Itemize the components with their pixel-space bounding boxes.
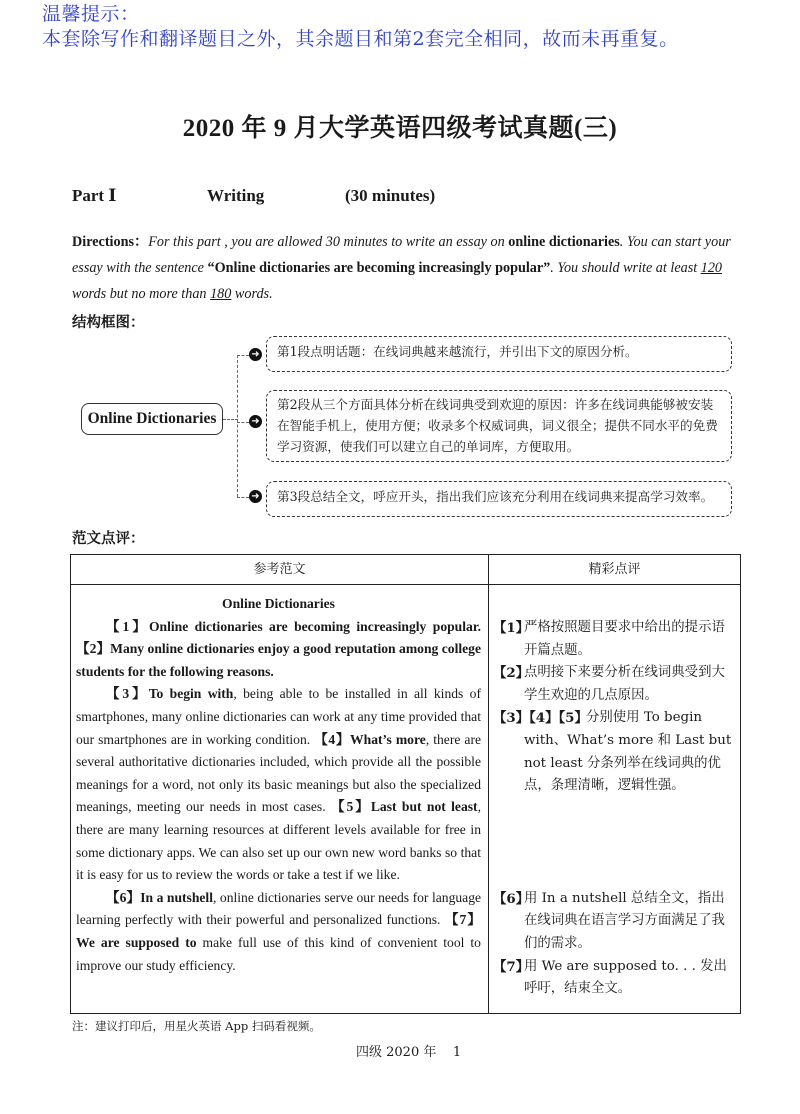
- mind-map-branch-1: 第1段点明话题：在线词典越来越流行，并引出下文的原因分析。: [266, 336, 732, 372]
- footnote: 注：建议打印后，用星火英语 App 扫码看视频。: [72, 1019, 321, 1033]
- essay-paragraph-2: [76, 683, 481, 886]
- part-time: (30 minutes): [345, 186, 436, 205]
- essay-text: make full use of this kind of convenient tool to improve our study efficiency.: [76, 934, 481, 973]
- table-header: [71, 555, 740, 585]
- connector-line: [237, 355, 249, 356]
- review-table: [70, 554, 741, 1014]
- arrow-right-icon: ➜: [249, 415, 262, 428]
- notice: [42, 2, 679, 52]
- directions-sentence: “Online dictionaries are becoming increasingly popular”: [207, 260, 551, 276]
- header-essay: 参考范文: [253, 562, 306, 577]
- footer-label: 四级 2020 年: [356, 1045, 437, 1060]
- essay-text: , online dictionaries serve our needs for language learning perfectly with their powerful and personalized functions.: [76, 889, 482, 928]
- connector-line: [237, 422, 249, 423]
- mind-map-root: Online Dictionaries: [81, 403, 223, 435]
- column-divider: [488, 555, 489, 1013]
- marker-7: 【7】: [444, 912, 481, 928]
- marker-3: 【3】: [105, 686, 149, 702]
- page-footer: [356, 1041, 461, 1060]
- connector-line: [237, 355, 238, 497]
- marker-1: 【1】: [105, 618, 149, 634]
- comment-tag: 【6】: [493, 890, 530, 907]
- part-name: Writing: [207, 186, 265, 205]
- header-comments: 精彩点评: [588, 562, 641, 577]
- essay-text: , there are many learning resources at different levels available for free in some dictionary apps. We can also set up our own new word banks so that it is easy for us to review the words or take a test if we like.: [76, 799, 481, 883]
- comment-tag: 【3】【4】【5】: [493, 710, 588, 727]
- arrow-right-icon: ➜: [249, 490, 262, 503]
- comment-tag: 【2】: [493, 665, 530, 682]
- comment-item: [493, 888, 737, 956]
- comment-text: 用 In a nutshell 总结全文，指出在线词典在语言学习方面满足了我们的需求。: [524, 890, 725, 951]
- connector-line: [237, 497, 249, 498]
- keyword-6: In a nutshell: [140, 889, 213, 905]
- essay-title: Online Dictionaries: [222, 596, 335, 611]
- comment-text: 点明接下来要分析在线词典受到大学生欢迎的几点原因。: [524, 665, 725, 703]
- comment-text: 分别使用 To begin with、What’s more 和 Last but not least 分条列举在线词典的优点，条理清晰，逻辑性强。: [524, 710, 732, 794]
- keyword-4: What’s more: [350, 731, 426, 747]
- keyword-5: Last but not least: [370, 799, 478, 815]
- comment-tag: 【1】: [493, 620, 530, 636]
- comment-item: [493, 617, 737, 662]
- comment-tag: 【7】: [493, 958, 530, 975]
- mind-map-branch-2: 第2段从三个方面具体分析在线词典受到欢迎的原因：许多在线词典能够被安装在智能手机上，使用方便；收录多个权威词典，词义很全；提供不同水平的免费学习资源，使我们可以建立自己的单词库，方便取用。: [266, 390, 732, 462]
- notice-text: 本套除写作和翻译题目之外，其余题目和第2套完全相同，故而未再重复。: [42, 28, 679, 50]
- directions-text: For this part , you are allowed 30 minutes to write an essay on: [148, 234, 509, 250]
- structure-label: 结构框图：: [72, 315, 145, 331]
- comment-item: [493, 707, 737, 797]
- essay-text: , being able to be installed in all kinds of smartphones, many online dictionaries can work at any time provided that our smartphones are in working condition.: [76, 686, 481, 747]
- comment-text: 严格按照题目要求中给出的提示语开篇点题。: [524, 620, 725, 658]
- directions-topic: online dictionaries: [508, 234, 620, 250]
- marker-2: 【2】: [76, 641, 111, 657]
- part-number: Part Ⅰ: [72, 186, 117, 205]
- page-number: 1: [452, 1045, 462, 1060]
- comment-item: [493, 956, 737, 1001]
- comment-text: 用 We are supposed to. . . 发出呼吁，结束全文。: [524, 958, 727, 997]
- keyword-3: To begin with: [148, 686, 234, 702]
- directions-text: . You can start your essay with the sentence: [72, 234, 731, 276]
- max-words: 180: [210, 286, 232, 302]
- connector-line: [223, 419, 238, 420]
- directions-text: words but no more than: [72, 286, 211, 302]
- marker-4: 【4】: [314, 731, 351, 747]
- review-label: 范文点评：: [72, 531, 145, 547]
- notice-heading: 温馨提示：: [42, 3, 140, 25]
- directions: [72, 229, 744, 307]
- directions-text: . You should write at least: [550, 260, 701, 276]
- marker-6: 【6】: [105, 889, 141, 905]
- essay-text: , there are several authoritative dictionaries included, which provide all the possible meanings for a word, not only its basic meanings but also the specialized meanings, meeting our needs in most cases.: [76, 731, 482, 815]
- essay-paragraph-1: [76, 616, 481, 684]
- mind-map-branch-3: 第3段总结全文，呼应开头，指出我们应该充分利用在线词典来提高学习效率。: [266, 481, 732, 517]
- page-title: 2020 年 9 月大学英语四级考试真题(三): [182, 115, 618, 142]
- comment-item: [493, 662, 737, 707]
- min-words: 120: [700, 260, 722, 276]
- essay-paragraph-3: [76, 887, 481, 977]
- model-essay: [76, 593, 481, 977]
- comments-column: [493, 617, 737, 1001]
- keyword-7: We are supposed to: [76, 934, 197, 950]
- directions-text: words.: [231, 286, 273, 302]
- essay-sentence-1: Online dictionaries are becoming increasingly popular.: [148, 618, 481, 634]
- directions-label: Directions：: [72, 234, 149, 250]
- arrow-right-icon: ➜: [249, 348, 262, 361]
- essay-sentence-2: Many online dictionaries enjoy a good reputation among college students for the following reasons.: [76, 641, 481, 679]
- marker-5: 【5】: [330, 799, 371, 815]
